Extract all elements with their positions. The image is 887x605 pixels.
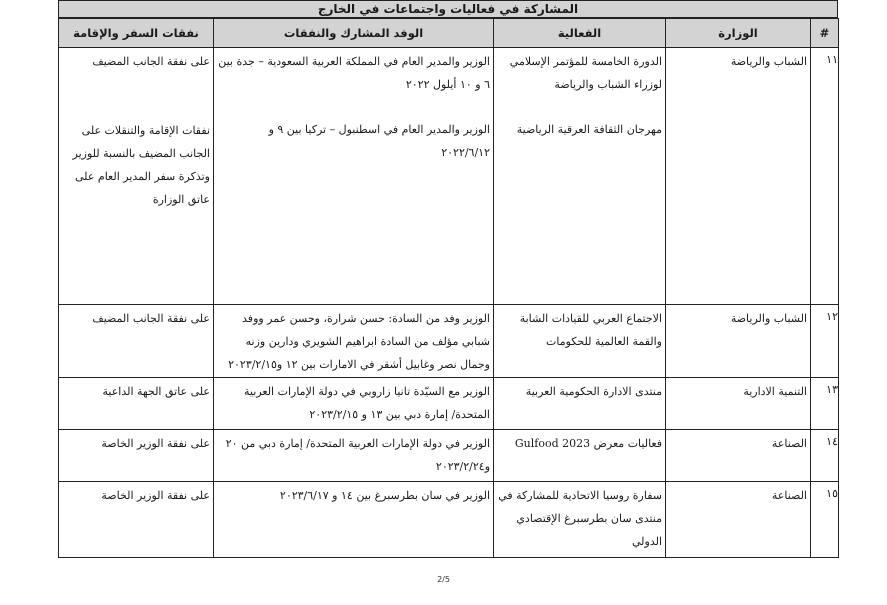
row-number: ١٣ xyxy=(811,378,839,430)
row-number: ١٢ xyxy=(811,305,839,378)
delegation-text: الوزير مع السيّدة تانيا زاروبي في دولة الإمارات العربية المتحدة/ إمارة دبي بين ١٣ و ٢٠٢٣/٢/١٥ xyxy=(244,385,490,421)
delegation-cell xyxy=(214,305,494,378)
header-ministry: الوزارة xyxy=(666,19,811,48)
table-row xyxy=(59,430,839,482)
ministry-text: التنمية الادارية xyxy=(743,385,807,398)
ministry-cell xyxy=(666,430,811,482)
event-text: سفارة روسيا الاتحادية للمشاركة في منتدى سان بطرسبرغ الإقتصادي الدولي xyxy=(498,489,662,548)
delegation-text: الوزير وفد من السادة: حسن شرارة، وحسن عمر ووفد شبابي مؤلف من السادة ابراهيم الشويري ودارين وزنه وجمال نصر وغابيل أشقر في الامارات بين ١٢ و٢٠٢٣/٢/١٥ xyxy=(228,312,490,371)
ministry-cell xyxy=(666,378,811,430)
ministry-cell xyxy=(666,305,811,378)
event-text: منتدى الادارة الحكومية العربية xyxy=(525,385,662,398)
delegation-text: الوزير في سان بطرسبرغ بين ١٤ و ٢٠٢٣/٦/١٧ xyxy=(279,489,490,502)
table-row xyxy=(59,378,839,430)
delegation-text: الوزير في دولة الإمارات العربية المتحدة/ إمارة دبي من ٢٠ و٢٠٢٣/٢/٢٤ xyxy=(225,437,490,473)
ministry-text: الصناعة xyxy=(771,437,807,450)
page-number: 2/5 xyxy=(437,575,450,584)
header-delegation: الوفد المشارك والنفقات xyxy=(214,19,494,48)
event-cell xyxy=(494,48,666,305)
delegation-text: الوزير والمدير العام في المملكة العربية السعودية – جدة بين ٦ و ١٠ أيلول ٢٠٢٢ xyxy=(218,55,490,91)
expenses-cell xyxy=(59,482,214,558)
row-number: ١٤ xyxy=(811,430,839,482)
event-cell xyxy=(494,482,666,558)
row-number: ١٥ xyxy=(811,482,839,558)
delegation-cell xyxy=(214,430,494,482)
delegation-cell xyxy=(214,378,494,430)
ministry-cell xyxy=(666,48,811,305)
ministry-text: الشباب والرياضة xyxy=(730,55,807,68)
table-row xyxy=(59,482,839,558)
header-event: الفعالية xyxy=(494,19,666,48)
delegation-text: الوزير والمدير العام في اسطنبول – تركيا بين ٩ و ٢٠٢٢/٦/١٢ xyxy=(268,123,490,159)
header-expenses: نفقات السفر والإقامة xyxy=(59,19,214,48)
expenses-cell xyxy=(59,48,214,305)
table-row xyxy=(59,48,839,305)
table-row xyxy=(59,305,839,378)
events-table xyxy=(58,18,839,558)
event-cell xyxy=(494,378,666,430)
expenses-text: على نفقة الجانب المضيف xyxy=(92,312,210,325)
event-cell xyxy=(494,305,666,378)
expenses-text: نفقات الإقامة والتنقلات على الجانب المضيف بالنسبة للوزير وتذكرة سفر المدير العام على عاتق الوزارة xyxy=(72,124,210,206)
expenses-cell xyxy=(59,430,214,482)
expenses-text: على نفقة الوزير الخاصة xyxy=(101,489,210,502)
ministry-text: الصناعة xyxy=(771,489,807,502)
ministry-cell xyxy=(666,482,811,558)
delegation-cell xyxy=(214,48,494,305)
ministry-text: الشباب والرياضة xyxy=(730,312,807,325)
expenses-text: على نفقة الوزير الخاصة xyxy=(101,437,210,450)
expenses-text: على عاتق الجهة الداعية xyxy=(102,385,210,398)
row-number: ١١ xyxy=(811,48,839,305)
event-text: فعاليات معرض Gulfood 2023 xyxy=(514,437,662,450)
event-text: الاجتماع العربي للقيادات الشابة والقمة العالمية للحكومات xyxy=(519,312,662,348)
header-number: # xyxy=(811,19,839,48)
expenses-cell xyxy=(59,305,214,378)
expenses-cell xyxy=(59,378,214,430)
event-text: الدورة الخامسة للمؤتمر الإسلامي لوزراء الشباب والرياضة xyxy=(509,55,662,91)
document-title: المشاركة في فعاليات واجتماعات في الخارج xyxy=(58,0,838,18)
event-cell xyxy=(494,430,666,482)
expenses-text: على نفقة الجانب المضيف xyxy=(92,55,210,68)
delegation-cell xyxy=(214,482,494,558)
table-header-row xyxy=(59,19,839,48)
event-text: مهرجان الثقافة العرقية الرياضية xyxy=(516,123,662,136)
